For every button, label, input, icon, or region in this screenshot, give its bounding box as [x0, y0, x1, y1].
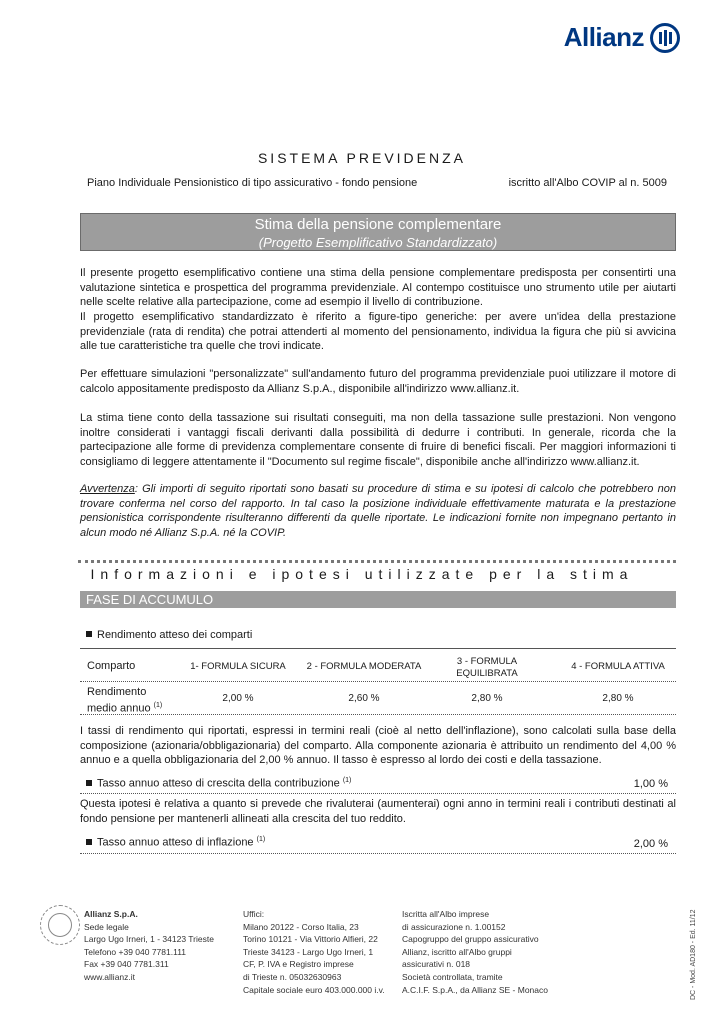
title-banner — [80, 213, 676, 251]
inflation-label: Tasso annuo atteso di inflazione — [97, 836, 254, 849]
footer-offices — [243, 908, 385, 996]
contribution-explanation: Questa ipotesi è relativa a quanto si prevede che rivaluterai (aumenterai) ogni anno in termini reali i contributi destinati al fondo pensione per mantenerli allineati alla crescita del tuo reddito. — [80, 798, 676, 825]
table-header-rule — [80, 681, 676, 682]
contribution-growth-value: 1,00 % — [633, 778, 668, 790]
bullet-square-icon — [86, 631, 92, 637]
footer-registration — [402, 908, 548, 996]
intro-paragraph-2: Il progetto esemplificativo standardizzato è riferito a figure-tipo generiche: per avere un'idea della prestazione previdenziale (rata di rendita) che potrai attenderti al momento del pensionamento, individua la figura che più si avvicina alle tue caratteristiche tra quelle che trovi indicate. — [80, 311, 676, 353]
section-title: Informazioni e ipotesi utilizzate per la stima — [90, 566, 634, 582]
footer-company-name: Allianz S.p.A. — [84, 909, 138, 919]
value-cell-4: 2,80 % — [602, 693, 634, 704]
warning-text: : Gli importi di seguito riportati sono basati su procedure di stima e su ipotesi di calcolo che potrebbero non trovare conferma nel corso del rapporto. In tal caso la posizione individuale effettivamente maturata e la prestazione pensionistica corrispondente risulteranno differenti da quelle riportate. Le indicazioni fornite non impegnano pertanto in alcun modo né Allianz S.p.A. né la COVIP. — [80, 483, 676, 539]
banner-subtitle: (Progetto Esemplificativo Standardizzato) — [258, 235, 498, 250]
inflation-value: 2,00 % — [633, 838, 668, 850]
footer-line: di assicurazione n. 1.00152 — [402, 921, 506, 932]
intro-paragraph-3: Per effettuare simulazioni "personalizzate" sull'andamento futuro del programma previdenziale puoi utilizzare il motore di calcolo appositamente predisposto da Allianz S.p.A., disponibile all'indirizzo www.allianz.it. — [80, 368, 676, 395]
footer-line: A.C.I.F. S.p.A., da Allianz SE - Monaco — [402, 984, 548, 995]
footer-line: Largo Ugo Irneri, 1 - 34123 Trieste — [84, 934, 214, 945]
document-subtitle — [87, 177, 667, 189]
bullet-square-icon — [86, 780, 92, 786]
company-seal-icon — [40, 905, 80, 945]
plan-description: Piano Individuale Pensionistico di tipo assicurativo - fondo pensione — [87, 177, 418, 189]
inflation-line — [86, 836, 265, 849]
footer-line: Iscritta all'Albo imprese — [402, 909, 490, 919]
warning-label: Avvertenza — [80, 483, 135, 495]
allianz-eagle-icon — [650, 23, 680, 53]
footer-line: Allianz, iscritto all'Albo gruppi — [402, 946, 512, 957]
table-bottom-rule — [80, 714, 676, 715]
footer-line: Fax +39 040 7781.311 — [84, 959, 169, 970]
row-label-note: (1) — [153, 702, 163, 709]
bullet-square-icon — [86, 839, 92, 845]
banner-title: Stima della pensione complementare — [254, 216, 502, 233]
covip-registration: iscritto all'Albo COVIP al n. 5009 — [508, 177, 667, 189]
intro-paragraph-1: Il presente progetto esemplificativo contiene una stima della pensione complementare predisposta per consentirti una valutazione sintetica e prospettica del programma previdenziale. Al contempo costituisce uno strumento utile per aiutarti nelle scelte relative alla partecipazione, come ad esempio il livello di contribuzione. — [80, 267, 676, 309]
section-divider — [78, 560, 676, 563]
footer-line: Capogruppo del gruppo assicurativo — [402, 934, 539, 945]
column-header-3: 3 - FORMULA EQUILIBRATA — [456, 656, 518, 679]
returns-explanation: I tassi di rendimento qui riportati, espressi in termini reali (cioè al netto dell'inflazione), sono calcolati sulla base della composizione (azionaria/obbligazionaria) del comparto. Alla componente azionaria è attribuito un rendimento del 4,00 % annuo e a quella obbligazionaria del 2,00 % annuo. Il tasso è espresso al lordo dei costi e della tassazione. — [80, 725, 676, 767]
footer-line: Milano 20122 - Corso Italia, 23 — [243, 921, 359, 932]
footer-line: Torino 10121 - Via Vittorio Alfieri, 22 — [243, 934, 378, 945]
inflation-rule — [80, 853, 676, 854]
footer-line: Sede legale — [84, 921, 129, 932]
footer-line: Società controllata, tramite — [402, 971, 503, 982]
allianz-logo — [564, 22, 680, 53]
footer-company-info — [84, 908, 214, 984]
value-cell-3: 2,80 % — [471, 693, 503, 704]
returns-heading-text: Rendimento atteso dei comparti — [97, 629, 253, 641]
table-row-label — [87, 686, 167, 716]
footer-line: assicurativi n. 018 — [402, 959, 471, 970]
table-row-header: Comparto — [87, 660, 136, 672]
contribution-growth-note: (1) — [342, 777, 352, 784]
returns-heading — [86, 629, 252, 641]
footer-line: Uffici: — [243, 909, 265, 919]
contribution-growth-line — [86, 777, 351, 790]
value-cell-2: 2,60 % — [348, 693, 380, 704]
brand-name: Allianz — [563, 22, 644, 52]
footer-line: CF, P. IVA e Registro imprese — [243, 959, 354, 970]
phase-heading: FASE DI ACCUMULO — [80, 591, 676, 608]
value-cell-1: 2,00 % — [222, 693, 254, 704]
intro-paragraph-4: La stima tiene conto della tassazione sui risultati conseguiti, ma non della tassazione sulle prestazioni. Non vengono inoltre considerati i vantaggi fiscali derivanti dalla possibilità di dedurre i contributi. In generale, ricorda che la partecipazione alle forme di previdenza complementare consente di fruire di benefici fiscali. Per maggiori informazioni ti consigliamo di leggere attentamente il "Documento sul regime fiscale", disponibile anche all'indirizzo www.allianz.it. — [80, 412, 676, 468]
footer-line: Telefono +39 040 7781.111 — [84, 946, 187, 957]
warning-paragraph — [80, 482, 676, 540]
inflation-note: (1) — [256, 836, 266, 843]
column-header-1: 1- FORMULA SICURA — [190, 661, 286, 672]
table-top-rule — [80, 648, 676, 649]
column-header-4: 4 - FORMULA ATTIVA — [571, 661, 665, 672]
row-label-text: Rendimento medio annuo — [87, 686, 151, 715]
contribution-growth-label: Tasso annuo atteso di crescita della contribuzione — [97, 777, 340, 790]
footer-line: Capitale sociale euro 403.000.000 i.v. — [243, 984, 385, 995]
footer-line: www.allianz.it — [84, 971, 136, 982]
column-header-2: 2 - FORMULA MODERATA — [306, 661, 422, 672]
document-title: SISTEMA PREVIDENZA — [257, 150, 467, 166]
document-reference: DC - Mod. AD180 - Ed. 11/12 — [690, 909, 697, 1000]
footer-line: Trieste 34123 - Largo Ugo Irneri, 1 — [243, 946, 374, 957]
contribution-rule — [80, 793, 676, 794]
footer-line: di Trieste n. 05032630963 — [243, 971, 342, 982]
